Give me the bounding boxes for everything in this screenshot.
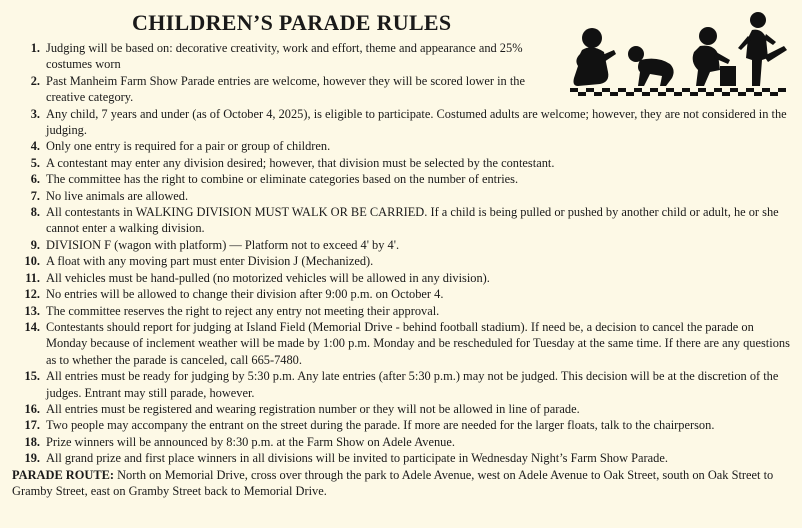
list-item: 16. All entries must be registered and wearing registration number or they will not be allowed in line of parade. (24, 401, 580, 416)
list-item: 17. Two people may accompany the entrant on the street during the parade. If more are needed for the larger floats, talk to the chairperson. (24, 418, 715, 433)
list-item: 19. All grand prize and first place winners in all divisions will be invited to participate in Wednesday Night’s Farm Show Parade. (24, 451, 668, 466)
list-item: 4. Only one entry is required for a pair or group of children. (30, 139, 331, 154)
list-item: 6. The committee has the right to combine or eliminate categories based on the number of entries. (30, 172, 519, 187)
parade-route-label: PARADE ROUTE: (12, 467, 114, 482)
list-item: 10. A float with any moving part must enter Division J (Mechanized). (24, 254, 374, 269)
list-item: 3. Any child, 7 years and under (as of October 4, 2025), is eligible to participate. Costumed adults are welcome; however, they are not considered in the judging. (30, 106, 787, 138)
list-item: 13. The committee reserves the right to reject any entry not meeting their approval. (24, 303, 440, 318)
parade-route-text: North on Memorial Drive, cross over through the park to Adele Avenue, west on Adele Avenue to Oak Street, south on Oak Street to Gramby Street, east on Gramby Street back to Memorial Drive. (12, 467, 774, 498)
page-title: CHILDREN’S PARADE RULES (132, 10, 452, 35)
list-item: 15. All entries must be ready for judging by 5:30 p.m. Any late entries (after 5:30 p.m.) may not be judged. This decision will be at the discretion of the judges. Entrant may still parade, however. (24, 369, 779, 400)
list-item: 14. Contestants should report for judging at Island Field (Memorial Drive - behind football stadium). If need be, a decision to cancel the parade on Monday because of inclement weather will be made by 1:00 p.m. Monday and be rescheduled for Tuesday at the same time. If there are any questions as to whether the parade is canceled, call 665-7480. (24, 319, 790, 367)
list-item: 9. DIVISION F (wagon with platform) — Platform not to exceed 4' by 4'. (30, 237, 400, 252)
list-item: 12. No entries will be allowed to change their division after 9:00 p.m. on October 4. (24, 287, 444, 302)
list-item: 8. All contestants in WALKING DIVISION MUST WALK OR BE CARRIED. If a child is being pulled or pushed by another child or adult, he or she cannot enter a walking division. (30, 205, 779, 236)
rules-list (12, 40, 790, 467)
parade-route (12, 467, 790, 500)
list-item: 5. A contestant may enter any division desired; however, that division must be selected by the contestant. (30, 155, 555, 170)
list-item: 18. Prize winners will be announced by 8:30 p.m. at the Farm Show on Adele Avenue. (24, 434, 455, 449)
children-silhouettes-illustration (570, 10, 788, 96)
list-item: 11. All vehicles must be hand-pulled (no motorized vehicles will be allowed in any division). (25, 270, 490, 285)
list-item: 2. Past Manheim Farm Show Parade entries are welcome, however they will be scored lower in the creative category. (30, 73, 525, 105)
list-item: 7. No live animals are allowed. (30, 188, 189, 203)
list-item: 1. Judging will be based on: decorative creativity, work and effort, theme and appearance and 25% costumes worn (30, 41, 523, 72)
